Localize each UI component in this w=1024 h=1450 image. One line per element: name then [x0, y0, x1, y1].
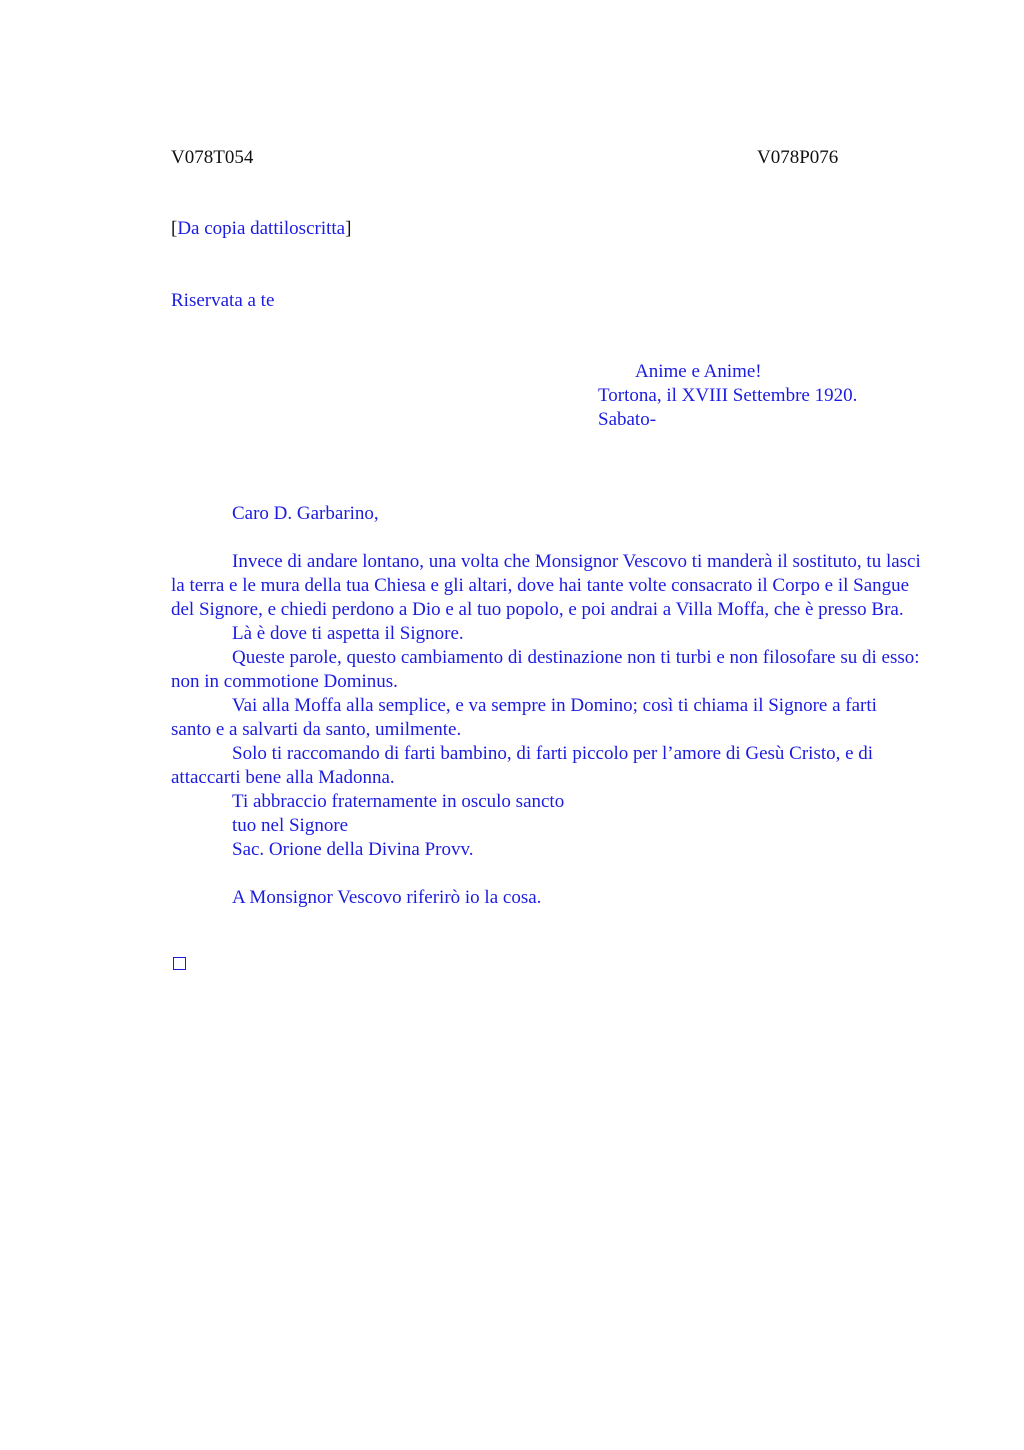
source-note-open-bracket: [: [171, 218, 178, 239]
volume-page-reference: V078P076: [757, 147, 839, 168]
letter-paragraph: Là è dove ti aspetta il Signore.: [232, 623, 464, 644]
source-note: [171, 217, 351, 241]
closing-line: Ti abbraccio fraternamente in osculo sancto: [232, 791, 565, 812]
postscript: A Monsignor Vescovo riferirò io la cosa.: [232, 887, 542, 908]
dateline-motto: Anime e Anime!: [635, 361, 762, 382]
end-square-icon: [173, 957, 186, 970]
letter-paragraph: Solo ti raccomando di farti bambino, di farti piccolo per l’amore di Gesù Cristo, e di attaccarti bene alla Madonna.: [171, 743, 874, 788]
source-note-close-bracket: ]: [345, 218, 352, 239]
dateline-day: Sabato-: [598, 409, 657, 430]
volume-text-reference: V078T054: [171, 147, 254, 168]
letter-paragraph: Queste parole, questo cambiamento di destinazione non ti turbi e non filosofare su di esso: non in commotione Dominus.: [171, 647, 920, 692]
letter-paragraph: Invece di andare lontano, una volta che Monsignor Vescovo ti manderà il sostituto, tu lasci la terra e le mura della tua Chiesa e gli altari, dove hai tante volte consacrato il Corpo e il Sangue del Signore, e chiedi perdono a Dio e al tuo popolo, e poi andrai a Villa Moffa, che è presso Bra.: [171, 551, 921, 620]
letter-paragraph: Vai alla Moffa alla semplice, e va sempre in Domino; così ti chiama il Signore a farti santo e a salvarti da santo, umilmente.: [171, 695, 877, 740]
spacer: [171, 862, 921, 886]
reserved-line: Riservata a te: [171, 290, 275, 311]
spacer: [171, 526, 921, 550]
source-note-text: Da copia dattiloscritta: [177, 218, 346, 239]
dateline-place-date: Tortona, il XVIII Settembre 1920.: [598, 385, 858, 406]
letter-body: [171, 502, 921, 910]
signature: Sac. Orione della Divina Provv.: [232, 839, 474, 860]
dateline: [598, 360, 938, 432]
closing-sign: tuo nel Signore: [232, 815, 349, 836]
salutation: Caro D. Garbarino,: [232, 503, 379, 524]
